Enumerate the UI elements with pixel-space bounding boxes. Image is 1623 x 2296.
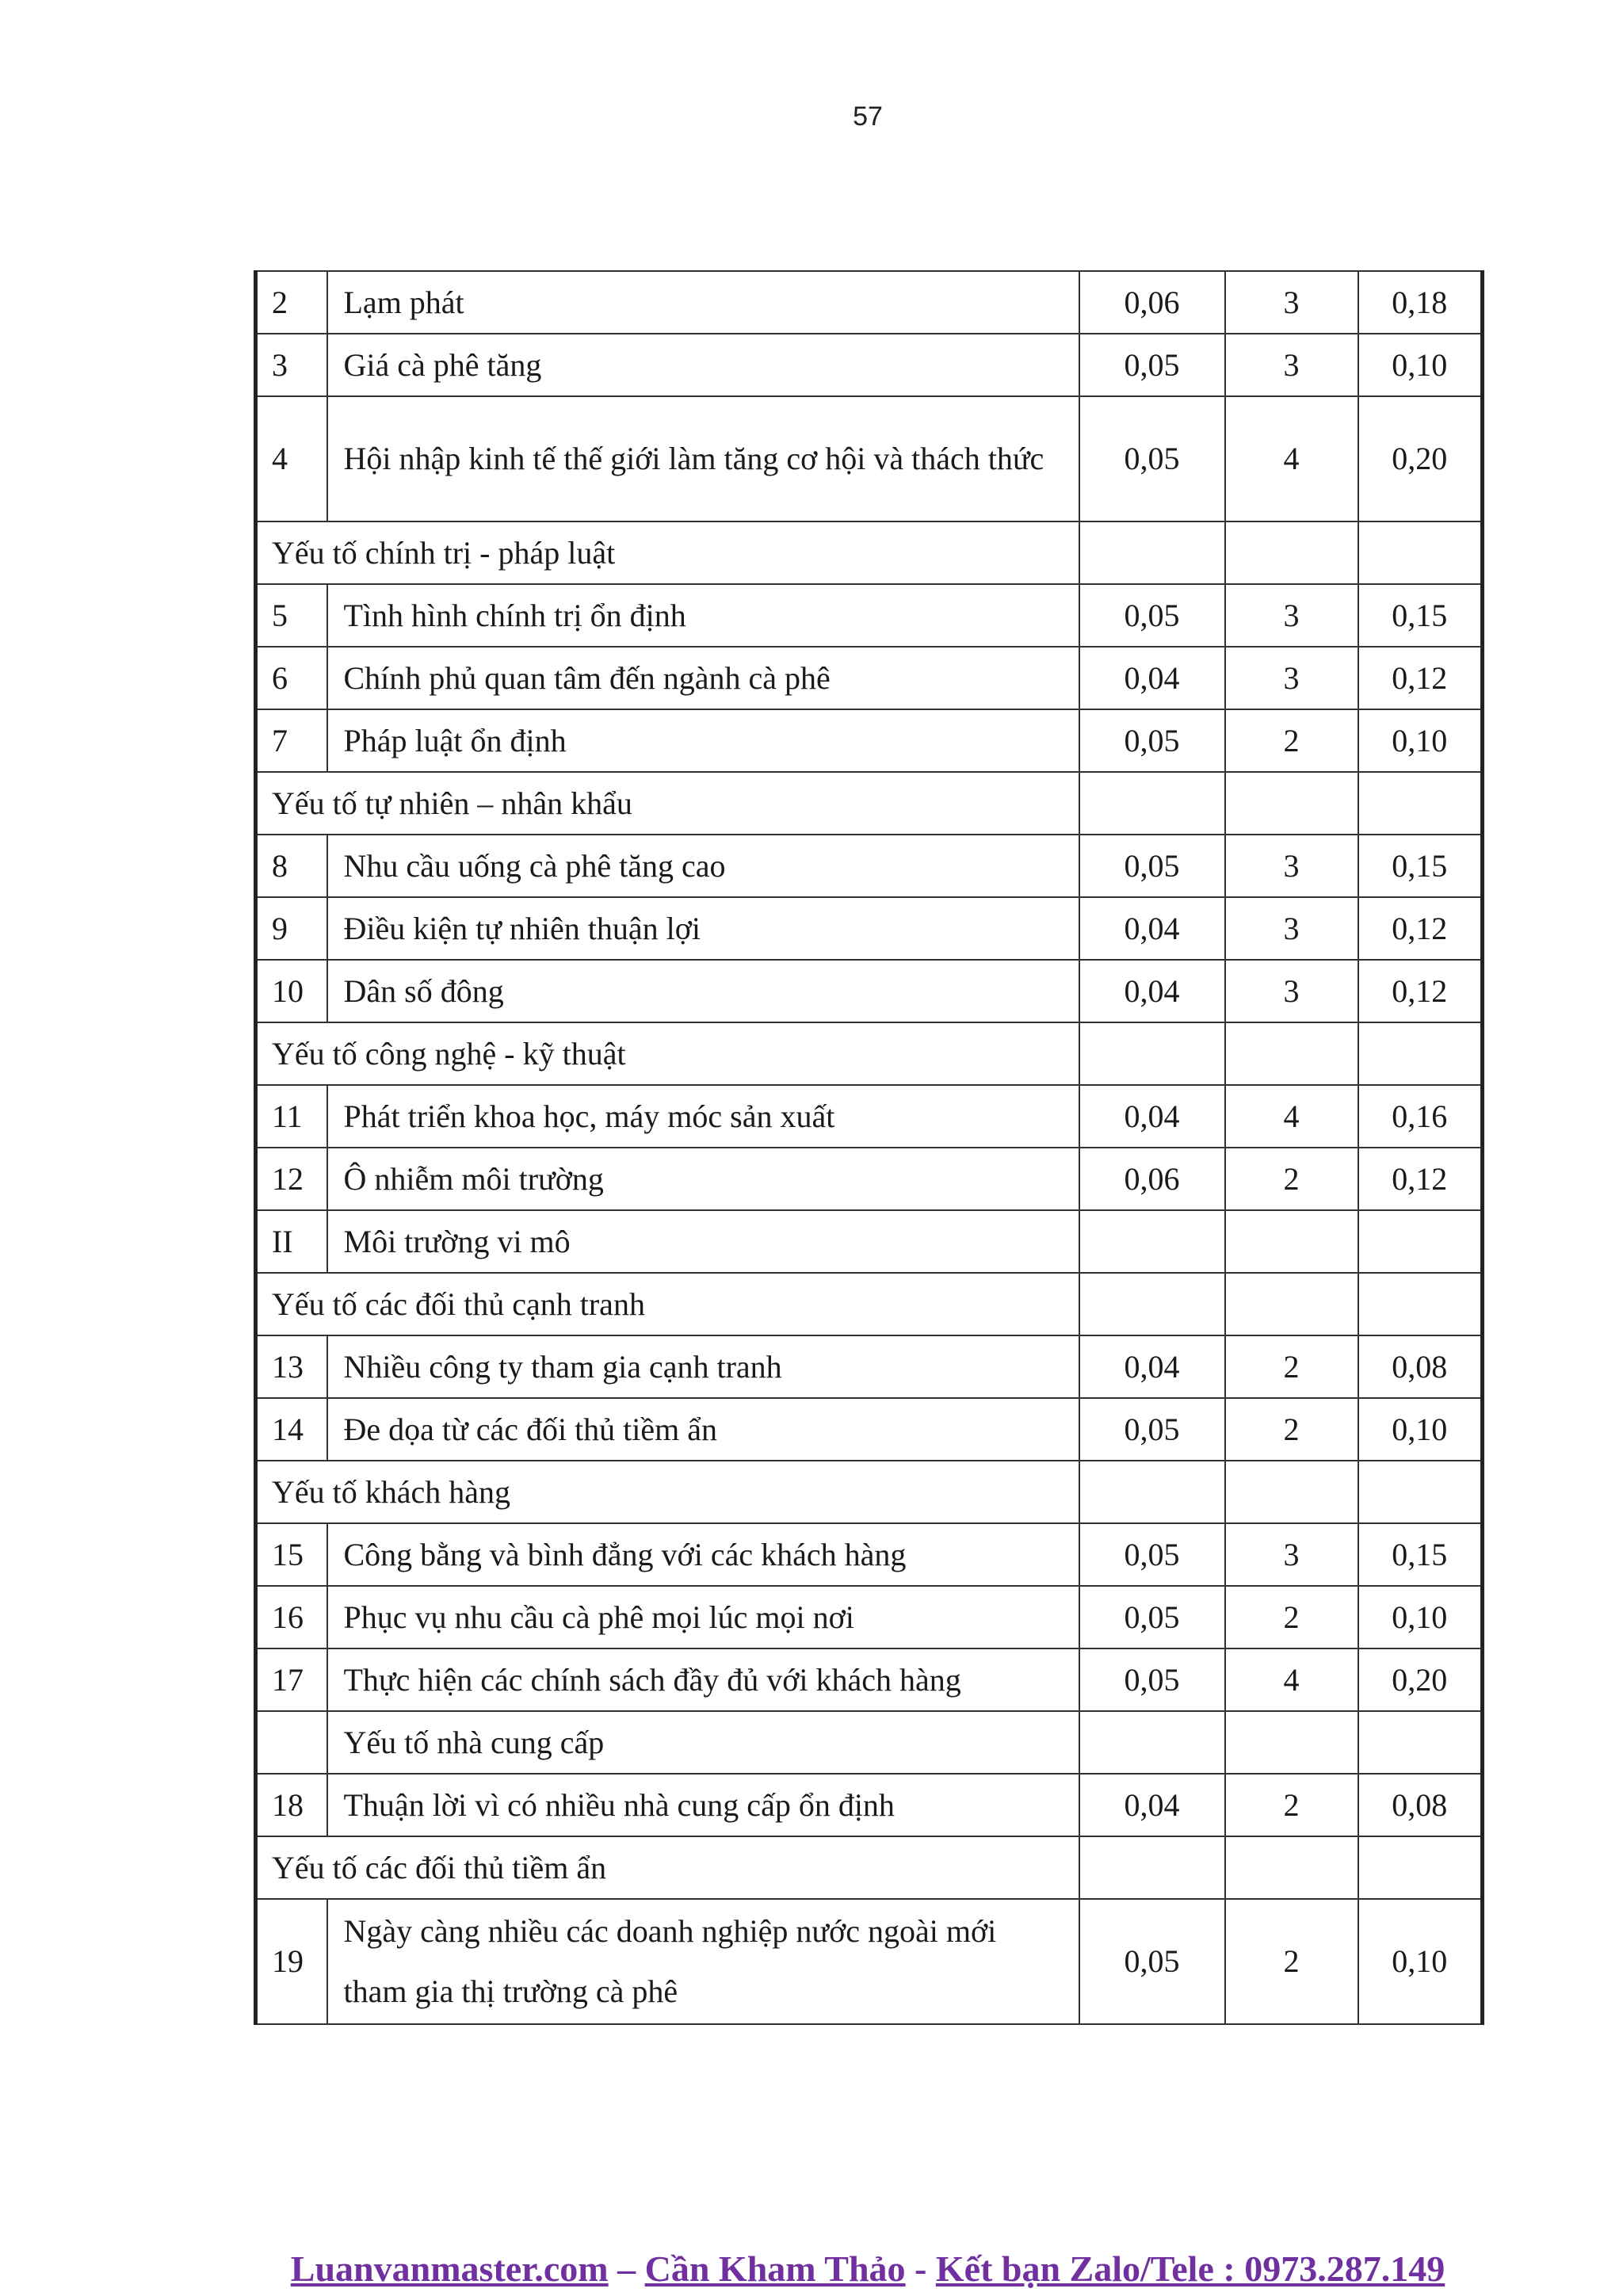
- score-cell: [1358, 1711, 1483, 1774]
- score-cell: [1358, 1210, 1483, 1273]
- rating-cell: 4: [1225, 1085, 1358, 1148]
- factor-cell: Ô nhiễm môi trường: [327, 1148, 1079, 1210]
- stt-cell: 6: [256, 647, 327, 709]
- empty-cell: [1225, 1273, 1358, 1335]
- score-cell: 0,12: [1358, 960, 1483, 1022]
- stt-cell: 5: [256, 584, 327, 647]
- factor-cell: Thực hiện các chính sách đầy đủ với khách hàng: [327, 1648, 1079, 1711]
- factor-cell: Công bằng và bình đẳng với các khách hàng: [327, 1523, 1079, 1586]
- footer-banner: [0, 2248, 1623, 2290]
- rating-cell: [1225, 1711, 1358, 1774]
- table-row: [256, 960, 1483, 1022]
- stt-cell: 4: [256, 396, 327, 521]
- empty-cell: [1225, 521, 1358, 584]
- stt-cell: 13: [256, 1335, 327, 1398]
- stt-cell: 19: [256, 1899, 327, 2024]
- group-header-row: [256, 521, 1483, 584]
- factor-cell: Tình hình chính trị ổn định: [327, 584, 1079, 647]
- table-row: [256, 1398, 1483, 1461]
- factor-cell: Ngày càng nhiều các doanh nghiệp nước ngoài mới tham gia thị trường cà phê: [327, 1899, 1079, 2024]
- empty-cell: [1079, 772, 1225, 835]
- factor-cell: Phục vụ nhu cầu cà phê mọi lúc mọi nơi: [327, 1586, 1079, 1648]
- rating-cell: [1225, 1210, 1358, 1273]
- empty-cell: [1358, 1273, 1483, 1335]
- score-cell: 0,08: [1358, 1774, 1483, 1836]
- rating-cell: 4: [1225, 1648, 1358, 1711]
- empty-cell: [1358, 1461, 1483, 1523]
- table-row: [256, 334, 1483, 396]
- stt-cell: 3: [256, 334, 327, 396]
- weight-cell: 0,05: [1079, 1398, 1225, 1461]
- table-row: [256, 1774, 1483, 1836]
- stt-cell: [256, 1711, 327, 1774]
- table-row: [256, 396, 1483, 521]
- score-cell: 0,15: [1358, 835, 1483, 897]
- table-row: [256, 1523, 1483, 1586]
- score-cell: 0,10: [1358, 1586, 1483, 1648]
- rating-cell: 2: [1225, 1148, 1358, 1210]
- empty-cell: [1225, 1836, 1358, 1899]
- group-header-row: [256, 772, 1483, 835]
- factor-cell: Môi trường vi mô: [327, 1210, 1079, 1273]
- table-row: [256, 1335, 1483, 1398]
- table-row: [256, 1085, 1483, 1148]
- rating-cell: 3: [1225, 584, 1358, 647]
- group-header-row: [256, 1273, 1483, 1335]
- rating-cell: 2: [1225, 1335, 1358, 1398]
- weight-cell: 0,05: [1079, 1899, 1225, 2024]
- stt-cell: II: [256, 1210, 327, 1273]
- stt-cell: 17: [256, 1648, 327, 1711]
- stt-cell: 14: [256, 1398, 327, 1461]
- factor-cell: Nhiều công ty tham gia cạnh tranh: [327, 1335, 1079, 1398]
- weight-cell: 0,04: [1079, 1085, 1225, 1148]
- score-cell: 0,20: [1358, 396, 1483, 521]
- group-label: Yếu tố khách hàng: [256, 1461, 1079, 1523]
- weight-cell: 0,06: [1079, 1148, 1225, 1210]
- weight-cell: 0,05: [1079, 1648, 1225, 1711]
- footer-separator: –: [608, 2248, 645, 2289]
- group-header-row: [256, 1461, 1483, 1523]
- table-row: [256, 1899, 1483, 2024]
- score-cell: 0,10: [1358, 1899, 1483, 2024]
- factor-cell: Thuận lời vì có nhiều nhà cung cấp ổn định: [327, 1774, 1079, 1836]
- footer-contact-link[interactable]: Kết bạn Zalo/Tele : 0973.287.149: [935, 2248, 1445, 2289]
- weight-cell: 0,05: [1079, 1586, 1225, 1648]
- rating-cell: 2: [1225, 1774, 1358, 1836]
- table-row: [256, 271, 1483, 334]
- table-row: [256, 1648, 1483, 1711]
- table-row: [256, 1586, 1483, 1648]
- rating-cell: 3: [1225, 960, 1358, 1022]
- table-row: [256, 709, 1483, 772]
- factor-cell: Giá cà phê tăng: [327, 334, 1079, 396]
- score-cell: 0,16: [1358, 1085, 1483, 1148]
- empty-cell: [1079, 1022, 1225, 1085]
- factor-cell: Dân số đông: [327, 960, 1079, 1022]
- rating-cell: 2: [1225, 1586, 1358, 1648]
- table-row: [256, 897, 1483, 960]
- empty-cell: [1225, 1461, 1358, 1523]
- group-label: Yếu tố chính trị - pháp luật: [256, 521, 1079, 584]
- rating-cell: 3: [1225, 647, 1358, 709]
- group-header-row: [256, 1022, 1483, 1085]
- empty-cell: [1225, 772, 1358, 835]
- weight-cell: [1079, 1210, 1225, 1273]
- group-header-row: [256, 1836, 1483, 1899]
- weight-cell: 0,04: [1079, 1335, 1225, 1398]
- rating-cell: 3: [1225, 835, 1358, 897]
- score-cell: 0,12: [1358, 1148, 1483, 1210]
- rating-cell: 3: [1225, 271, 1358, 334]
- score-cell: 0,15: [1358, 584, 1483, 647]
- footer-separator: -: [905, 2248, 936, 2289]
- stt-cell: 15: [256, 1523, 327, 1586]
- score-cell: 0,10: [1358, 1398, 1483, 1461]
- group-label: Yếu tố các đối thủ cạnh tranh: [256, 1273, 1079, 1335]
- factor-cell: Phát triển khoa học, máy móc sản xuất: [327, 1085, 1079, 1148]
- empty-cell: [1079, 1273, 1225, 1335]
- group-label: Yếu tố tự nhiên – nhân khẩu: [256, 772, 1079, 835]
- weight-cell: 0,05: [1079, 709, 1225, 772]
- score-cell: 0,12: [1358, 647, 1483, 709]
- factor-cell: Hội nhập kinh tế thế giới làm tăng cơ hội và thách thức: [327, 396, 1079, 521]
- score-cell: 0,15: [1358, 1523, 1483, 1586]
- rating-cell: 2: [1225, 1398, 1358, 1461]
- page-number: 57: [853, 101, 883, 132]
- empty-cell: [1225, 1022, 1358, 1085]
- factor-cell: Yếu tố nhà cung cấp: [327, 1711, 1079, 1774]
- group-label: Yếu tố công nghệ - kỹ thuật: [256, 1022, 1079, 1085]
- rating-cell: 2: [1225, 709, 1358, 772]
- footer-site-link[interactable]: Luanvanmaster.com: [290, 2248, 609, 2289]
- weight-cell: 0,04: [1079, 960, 1225, 1022]
- stt-cell: 11: [256, 1085, 327, 1148]
- factor-cell: Pháp luật ổn định: [327, 709, 1079, 772]
- empty-cell: [1079, 1836, 1225, 1899]
- stt-cell: 10: [256, 960, 327, 1022]
- factor-cell: Chính phủ quan tâm đến ngành cà phê: [327, 647, 1079, 709]
- stt-cell: 2: [256, 271, 327, 334]
- score-cell: 0,12: [1358, 897, 1483, 960]
- score-cell: 0,10: [1358, 709, 1483, 772]
- stt-cell: 12: [256, 1148, 327, 1210]
- empty-cell: [1358, 772, 1483, 835]
- empty-cell: [1358, 1022, 1483, 1085]
- weight-cell: 0,04: [1079, 1774, 1225, 1836]
- weight-cell: 0,05: [1079, 396, 1225, 521]
- weight-cell: [1079, 1711, 1225, 1774]
- stt-cell: 9: [256, 897, 327, 960]
- empty-cell: [1079, 521, 1225, 584]
- group-label: Yếu tố các đối thủ tiềm ẩn: [256, 1836, 1079, 1899]
- factor-cell: Đe dọa từ các đối thủ tiềm ẩn: [327, 1398, 1079, 1461]
- weight-cell: 0,06: [1079, 271, 1225, 334]
- empty-cell: [1358, 521, 1483, 584]
- empty-cell: [1358, 1836, 1483, 1899]
- score-cell: 0,10: [1358, 334, 1483, 396]
- weight-cell: 0,05: [1079, 1523, 1225, 1586]
- weight-cell: 0,04: [1079, 897, 1225, 960]
- rating-cell: 3: [1225, 897, 1358, 960]
- table-row: [256, 584, 1483, 647]
- table-row: [256, 1148, 1483, 1210]
- weight-cell: 0,04: [1079, 647, 1225, 709]
- score-cell: 0,18: [1358, 271, 1483, 334]
- factor-evaluation-table: [254, 270, 1484, 2025]
- weight-cell: 0,05: [1079, 835, 1225, 897]
- weight-cell: 0,05: [1079, 584, 1225, 647]
- factor-cell: Nhu cầu uống cà phê tăng cao: [327, 835, 1079, 897]
- score-cell: 0,20: [1358, 1648, 1483, 1711]
- factor-cell: Lạm phát: [327, 271, 1079, 334]
- rating-cell: 4: [1225, 396, 1358, 521]
- table-row: [256, 1711, 1483, 1774]
- stt-cell: 7: [256, 709, 327, 772]
- table-row: [256, 835, 1483, 897]
- factor-cell: Điều kiện tự nhiên thuận lợi: [327, 897, 1079, 960]
- rating-cell: 2: [1225, 1899, 1358, 2024]
- table-row: [256, 647, 1483, 709]
- stt-cell: 18: [256, 1774, 327, 1836]
- score-cell: 0,08: [1358, 1335, 1483, 1398]
- table-row: [256, 1210, 1483, 1273]
- rating-cell: 3: [1225, 1523, 1358, 1586]
- stt-cell: 16: [256, 1586, 327, 1648]
- footer-author-link[interactable]: Cần Kham Thảo: [644, 2248, 906, 2289]
- rating-cell: 3: [1225, 334, 1358, 396]
- weight-cell: 0,05: [1079, 334, 1225, 396]
- empty-cell: [1079, 1461, 1225, 1523]
- stt-cell: 8: [256, 835, 327, 897]
